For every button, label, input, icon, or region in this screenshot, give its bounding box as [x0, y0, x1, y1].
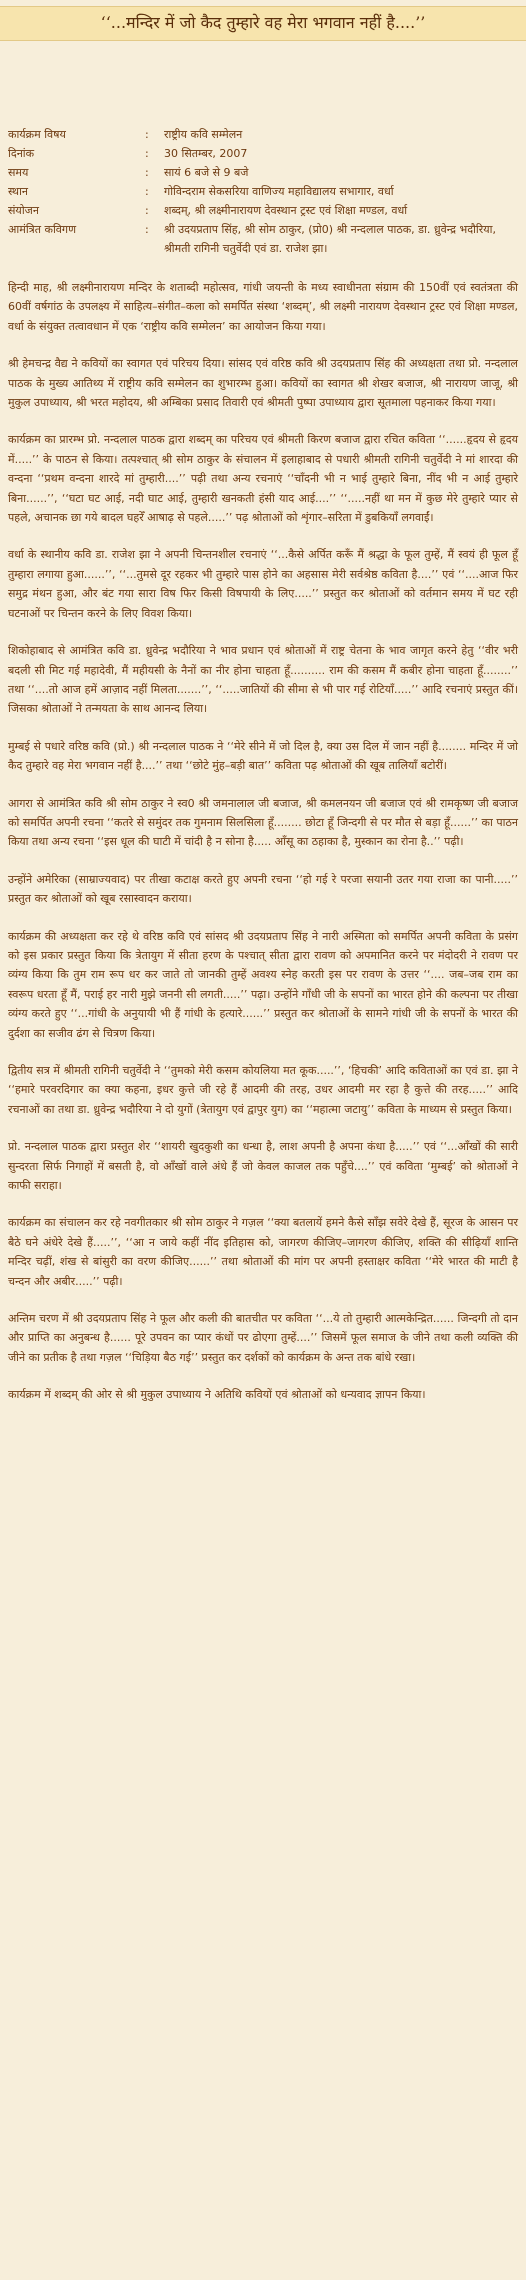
- article-body: [8, 278, 518, 1405]
- event-detail-label: आमंत्रित कविगण: [8, 223, 77, 236]
- article-paragraph: शिकोहाबाद से आमंत्रित कवि डा. ध्रुवेन्द्र भदौरिया ने भाव प्रधान एवं श्रोताओं में राष्ट्र चेतना के भाव जागृत करने हेतु ‘‘वीर भरी बदली सी मिट गई महादेवी, मैं महीयसी के नैनों का नीर होना चाहता हूँ.......... राम की कसम मैं कबीर होना चाहता हूँ........’’ तथा ‘‘....तो आज हमें आज़ाद नहीं मिलता.......’’, ‘‘.....जातियों की सीमा से भी पार गई रोटियाँ.....’’ आदि रचनाएं प्रस्तुत कीं। जिसका श्रोताओं ने तन्मयता के साथ आनन्द लिया।: [8, 644, 518, 716]
- event-detail-row: [8, 201, 518, 220]
- event-detail-row: [8, 144, 518, 163]
- event-detail-separator: :: [145, 204, 149, 217]
- event-detail-row: [8, 182, 518, 201]
- event-detail-value: गोविन्दराम सेकसरिया वाणिज्य महाविद्यालय सभागार, वर्धा: [164, 185, 394, 198]
- event-detail-separator: :: [145, 128, 149, 141]
- event-detail-row: [8, 125, 518, 144]
- article-paragraph: प्रो. नन्दलाल पाठक द्वारा प्रस्तुत शेर ‘‘शायरी खुदकुशी का धन्धा है, लाश अपनी है अपना कंधा है.....’’ एवं ‘‘...आँखों की सारी सुन्दरता सिर्फ निगाहों में बसती है, वो आँखों वाले अंधे हैं जो केवल काजल तक पहुँचे....’’ एवं कविता ‘मुम्बई’ को श्रोताओं ने काफी सराहा।: [8, 1140, 518, 1193]
- event-detail-row: [8, 163, 518, 182]
- event-detail-separator: :: [145, 166, 149, 179]
- page-title: ‘‘...मन्दिर में जो कैद तुम्हारे वह मेरा भगवान नहीं है....’’: [100, 13, 426, 32]
- event-details-table: [8, 125, 518, 258]
- event-detail-label: समय: [8, 166, 29, 179]
- event-detail-value: राष्ट्रीय कवि सम्मेलन: [164, 128, 243, 141]
- article-paragraph: कार्यक्रम का संचालन कर रहे नवगीतकार श्री सोम ठाकुर ने गज़ल ‘‘क्या बतलायें हमने कैसे साँझ सवेरे देखे हैं, सूरज के आसन पर बैठे घने अंधेरे देखे हैं.....’’, ‘‘आ न जाये कहीं नींद इतिहास को, जागरण कीजिए–जागरण कीजिए, शक्ति की सीढ़ियाँ शान्ति मन्दिर चढ़ीं, शंख से बांसुरी का वरण कीजिए......’’ तथा श्रोताओं की मांग पर अपनी हस्ताक्षर कविता ‘‘मेरे भारत की माटी है चन्दन और अबीर.....’’ पढ़ी।: [8, 1216, 518, 1288]
- page: [0, 6, 526, 1413]
- article-paragraph: मुम्बई से पधारे वरिष्ठ कवि (प्रो.) श्री नन्दलाल पाठक ने ‘‘मेरे सीने में जो दिल है, क्या उस दिल में जान नहीं है........ मन्दिर में जो कैद तुम्हारे वह मेरा भगवान नहीं है....’’ तथा ‘‘छोटे मुंह–बड़ी बात’’ कविता पढ़ श्रोताओं की खूब तालियाँ बटोरीं।: [8, 739, 518, 773]
- article-content: [0, 125, 526, 1413]
- article-paragraph: द्वितीय सत्र में श्रीमती रागिनी चतुर्वेदी ने ‘‘तुमको मेरी कसम कोयलिया मत कूक.....’’, ‘हिचकी’ आदि कविताओं का एवं डा. झा ने ‘‘हमारे परवरदिगार का क्या कहना, इधर कुत्ते जी रहे हैं आदमी की तरह, उधर आदमी मर रहा है कुत्ते की तरह.....’’ आदि रचनाओं का तथा डा. ध्रुवेन्द्र भदौरिया ने दो युगों (त्रेतायुग एवं द्वापुर युग) का ‘‘महात्मा जटायु’’ कविता के माध्यम से प्रस्तुत किया।: [8, 1064, 518, 1116]
- page-title-bar: [0, 6, 526, 41]
- article-paragraph: श्री हेमचन्द्र वैद्य ने कवियों का स्वागत एवं परिचय दिया। सांसद एवं वरिष्ठ कवि श्री उदयप्रताप सिंह की अध्यक्षता तथा प्रो. नन्दलाल पाठक के मुख्य आतिथ्य में राष्ट्रीय कवि सम्मेलन का शुभारम्भ हुआ। कवियों का स्वागत श्री शेखर बजाज, श्री नारायण जाजू, श्री मुकुल उपाध्याय, श्री भरत महोदय, श्री अम्बिका प्रसाद तिवारी एवं श्रीमती पुष्पा उपाध्याय द्वारा सूतमाला पहनाकर किया गया।: [8, 357, 518, 410]
- event-detail-label: कार्यक्रम विषय: [8, 128, 66, 141]
- event-detail-separator: :: [145, 147, 149, 160]
- event-detail-value: सायं 6 बजे से 9 बजे: [164, 166, 249, 179]
- article-paragraph: कार्यक्रम का प्रारम्भ प्रो. नन्दलाल पाठक द्वारा शब्दम् का परिचय एवं श्रीमती किरण बजाज द्वारा रचित कविता ‘‘......हृदय से हृदय में.....’’ के पाठन से किया। तत्पश्चात् श्री सोम ठाकुर के संचालन में इलाहाबाद से पधारी श्रीमती रागिनी चतुर्वेदी ने मां शारदा की वन्दना ‘‘प्रथम वन्दना शारदे मां तुम्हारी....’’ पढ़ी तथा अन्य रचनाएं ‘‘चाँदनी भी न भाई तुम्हारे बिना, नींद भी न आई तुम्हारे बिना......’’, ‘‘घटा घट आई, नदी घाट आई, तुम्हारी खनकती हंसी याद आई....’’ ‘‘.....नहीं था मन में कुछ मेरे तुम्हारे प्यार से पहले, अचानक छा गये बादल घहरेँ आषाढ़ से पहले.....’’ पढ़ श्रोताओं को शृंगार–सरिता में डुबकियाँ लगवाईं।: [8, 433, 518, 525]
- event-detail-value: श्री उदयप्रताप सिंह, श्री सोम ठाकुर, (प्रो0) श्री नन्दलाल पाठक, डा. ध्रुवेन्द्र भदौरिया, श्रीमती रागिनी चतुर्वेदी एवं डा. राजेश झा।: [164, 223, 496, 255]
- article-paragraph: उन्होंने अमेरिका (साम्राज्यवाद) पर तीखा कटाक्ष करते हुए अपनी रचना ‘‘हो गई रे परजा सयानी उतर गया राजा का पानी.....’’ प्रस्तुत कर श्रोताओं को खूब रसास्वादन कराया।: [8, 872, 518, 906]
- event-detail-label: दिनांक: [8, 147, 35, 160]
- event-detail-value: 30 सितम्बर, 2007: [164, 147, 248, 160]
- article-paragraph: आगरा से आमंत्रित कवि श्री सोम ठाकुर ने स्व0 श्री जमनालाल जी बजाज, श्री कमलनयन जी बजाज एवं श्री रामकृष्ण जी बजाज को समर्पित अपनी रचना ‘‘कतरे से समुंदर तक गुमनाम सिलसिला हूँ........ छोटा हूँ जिन्दगी से पर मौत से बड़ा हूँ......’’ का पाठन किया तथा अन्य रचना ‘‘इस धूल की घाटी में चांदी है न सोना है..... आँसू का ठहाका है, मुस्कान का रोना है..’’ पढ़ी।: [8, 796, 518, 849]
- article-paragraph: कार्यक्रम की अध्यक्षता कर रहे थे वरिष्ठ कवि एवं सांसद श्री उदयप्रताप सिंह ने नारी अस्मिता को समर्पित अपनी कविता के प्रसंग को इस प्रकार प्रस्तुत किया कि त्रेतायुग में सीता हरण के पश्चात् सीता द्वारा रावण को अपमानित करने पर मंदोदरी ने रावण पर व्यंग्य किया कि तुम राम रूप धर कर जाते तो जानकी तुम्हें अवश्य स्नेह करती इस पर रावण के उत्तर ‘‘.... जब–जब राम का स्वरूप धरता हूँ मैं, पराई हर नारी मुझे जननी सी लगती.....’’ पढ़ा। उन्होंने गाँधी जी के सपनों का भारत होने की कल्पना पर तीखा व्यंग्य करते हुए ‘‘...गांधी के अनुयायी भी हैं गांधी के हत्यारे......’’ प्रस्तुत कर श्रोताओं के सामने गांधी जी के सपनों के भारत की दुर्दशा का सजीव ढंग से चित्रण किया।: [8, 929, 518, 1040]
- event-detail-label: संयोजन: [8, 204, 39, 217]
- event-detail-label: स्थान: [8, 185, 29, 198]
- article-paragraph: कार्यक्रम में शब्दम् की ओर से श्री मुकुल उपाध्याय ने अतिथि कवियों एवं श्रोताओं को धन्यवाद ज्ञापन किया।: [8, 1388, 426, 1402]
- event-detail-value: शब्दम्, श्री लक्ष्मीनारायण देवस्थान ट्रस्ट एवं शिक्षा मण्डल, वर्धा: [164, 204, 408, 217]
- event-detail-separator: :: [145, 223, 149, 236]
- article-paragraph: हिन्दी माह, श्री लक्ष्मीनारायण मन्दिर के शताब्दी महोत्सव, गांधी जयन्ती के मध्य स्वाधीनता संग्राम की 150वीं एवं स्वतंत्रता की 60वीं वर्षगांठ के उपलक्ष्य में साहित्य–संगीत–कला को समर्पित संस्था ‘शब्दम्’, श्री लक्ष्मी नारायण देवस्थान ट्रस्ट एवं शिक्षा मण्डल, वर्धा के संयुक्त तत्वावधान में एक ‘राष्ट्रीय कवि सम्मेलन’ का आयोजन किया गया।: [8, 281, 518, 333]
- event-detail-row: [8, 220, 518, 258]
- event-detail-separator: :: [145, 185, 149, 198]
- article-paragraph: अन्तिम चरण में श्री उदयप्रताप सिंह ने फूल और कली की बातचीत पर कविता ‘‘...ये तो तुम्हारी आत्मकेन्द्रित...... जिन्दगी तो दान और प्राप्ति का अनुबन्ध है...... पूरे उपवन का प्यार कंधों पर ढोएगा तुम्हें....’’ जिसमें फूल समाज के जीने तथा कली व्यक्ति की जीने का प्रतीक है तथा गज़ल ‘‘चिड़िया बैठ गई’’ प्रस्तुत कर दर्शकों को कार्यक्रम के अन्त तक बांधे रखा।: [8, 1312, 518, 1364]
- article-paragraph: वर्धा के स्थानीय कवि डा. राजेश झा ने अपनी चिन्तनशील रचनाएं ‘‘...कैसे अर्पित करूँ मैं श्रद्धा के फूल तुम्हें, मैं स्वयं ही फूल हूँ तुम्हारा लगाया हुआ......’’, ‘‘...तुमसे दूर रहकर भी तुम्हारे पास होने का अहसास मेरी सर्वश्रेष्ठ कविता है....’’ एवं ‘‘....आज फिर समुद्र मंथन हुआ, और बंट गया सारा विष फिर किसी विषपायी के लिए.....’’ प्रस्तुत कर श्रोताओं को वर्तमान समय में घट रही घटनाओं पर चिन्तन करने के लिए विवश किया।: [8, 548, 518, 620]
